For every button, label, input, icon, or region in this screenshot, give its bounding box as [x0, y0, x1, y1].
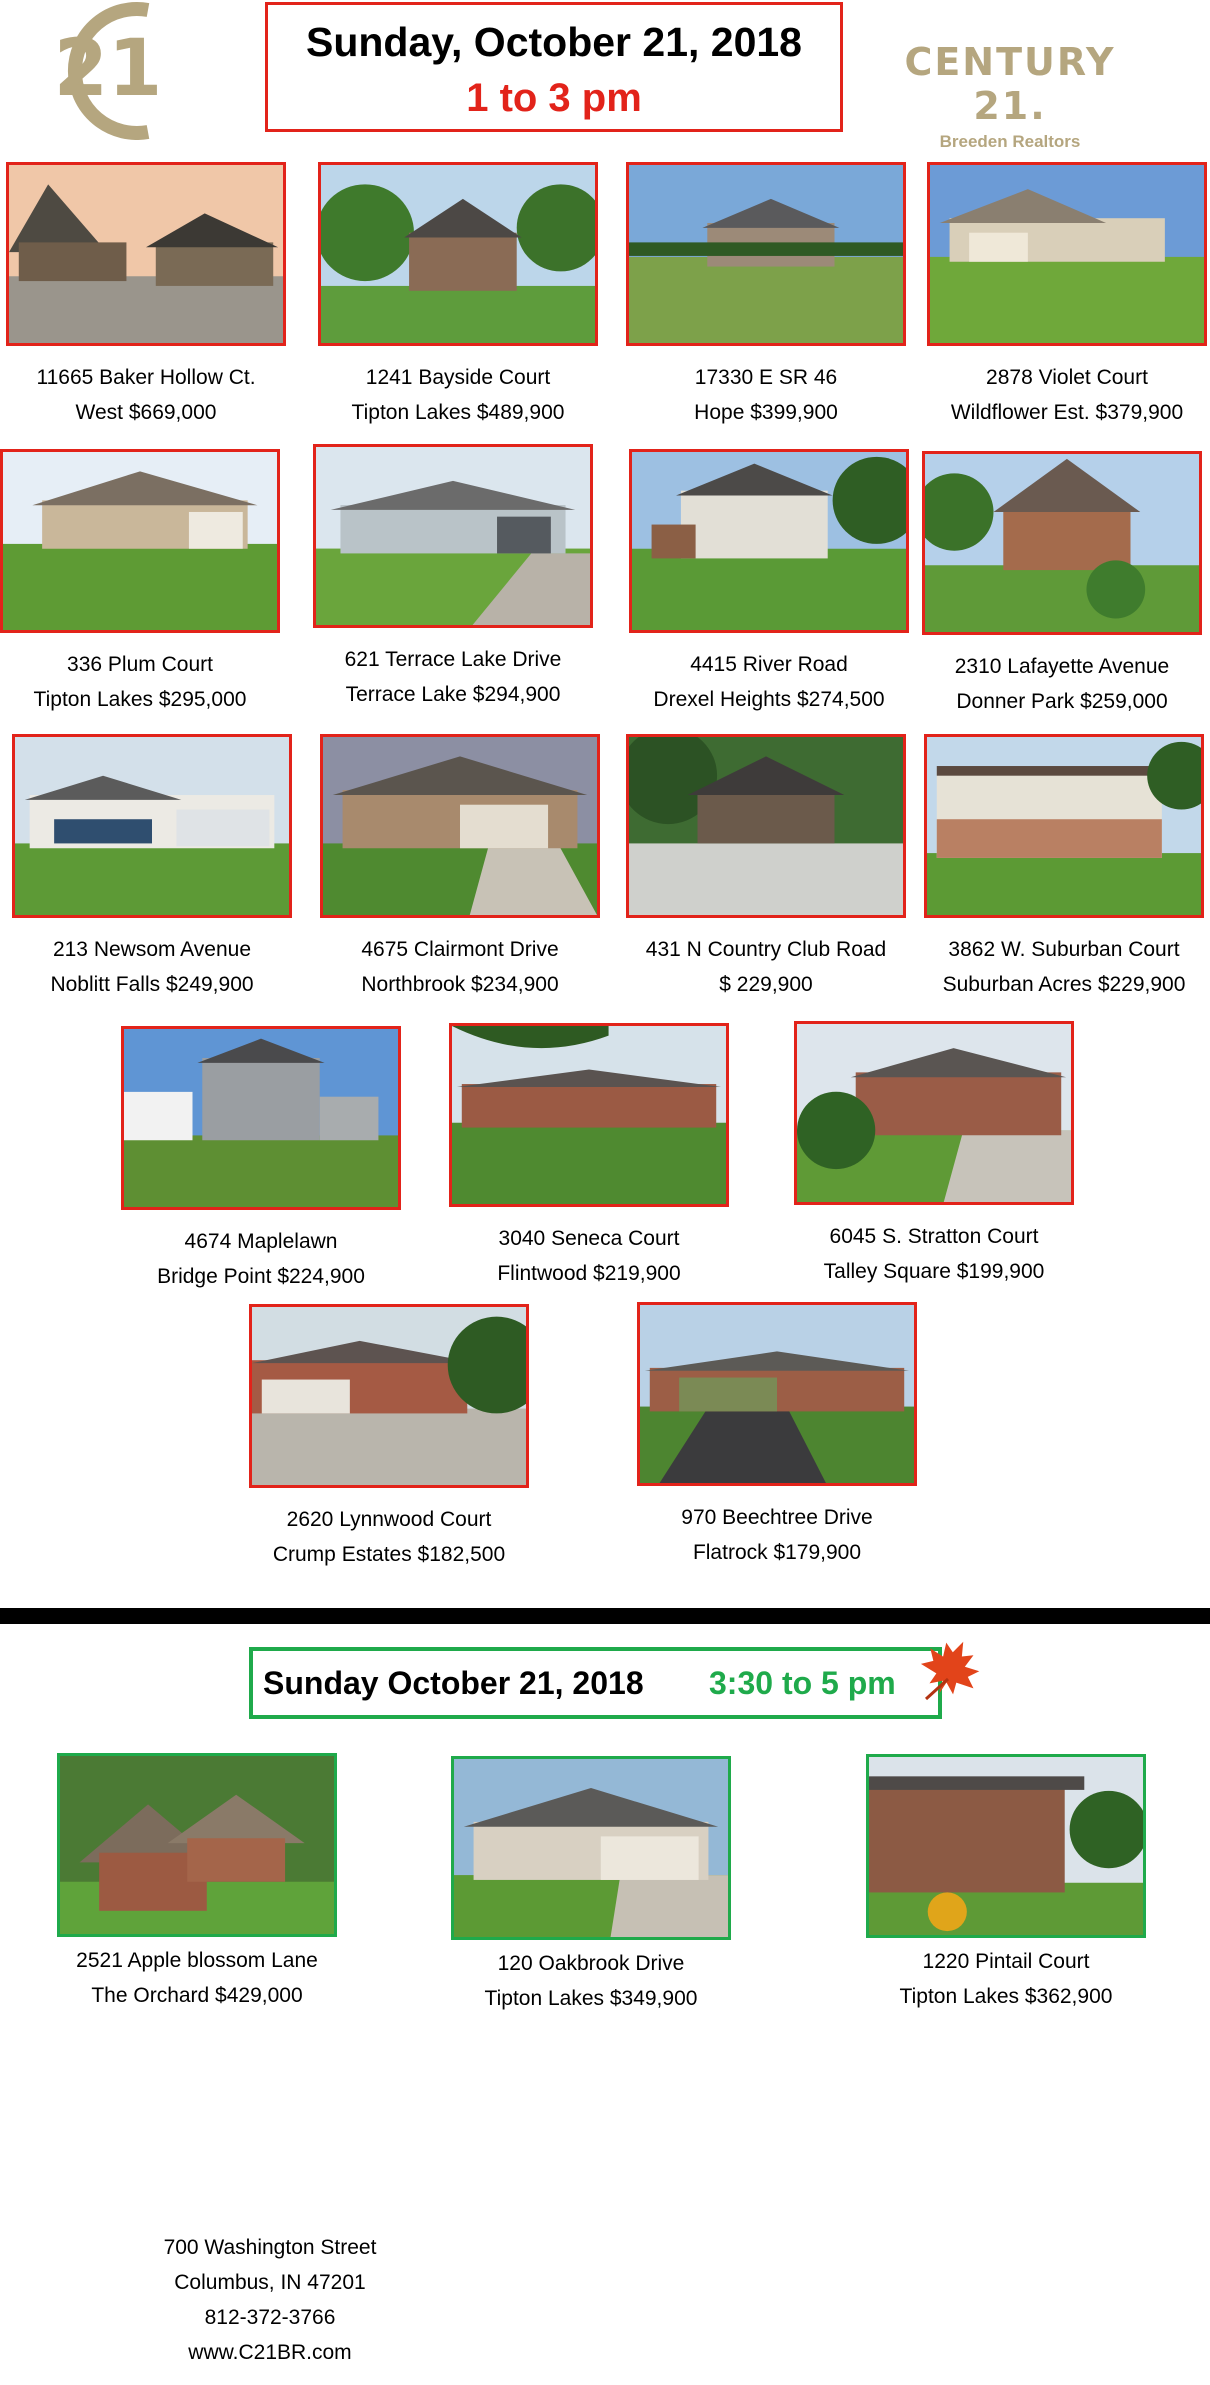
maple-leaf-icon	[918, 1635, 984, 1701]
house-photo[interactable]	[121, 1026, 401, 1210]
house-photo[interactable]	[637, 1302, 917, 1486]
listing-card[interactable]	[922, 451, 1202, 719]
listing-area-price: Talley Square $199,900	[823, 1260, 1045, 1283]
office-website[interactable]: www.C21BR.com	[188, 2341, 352, 2364]
page-title: Sunday, October 21, 2018	[305, 19, 802, 65]
listing-card[interactable]	[12, 734, 292, 1002]
listing-address: 213 Newsom Avenue	[52, 938, 252, 961]
house-photo[interactable]	[0, 449, 280, 633]
listing-card[interactable]	[121, 1026, 401, 1294]
listing-card[interactable]	[449, 1023, 729, 1291]
listing-area-price: The Orchard $429,000	[91, 1984, 303, 2007]
listing-address: 3862 W. Suburban Court	[948, 938, 1180, 961]
office-city: Columbus, IN 47201	[174, 2271, 366, 2294]
listing-card[interactable]	[0, 449, 280, 717]
listing-area-price: Donner Park $259,000	[956, 690, 1168, 713]
brand-logo	[880, 40, 1140, 152]
listing-card[interactable]	[924, 734, 1204, 1002]
second-session-date: Sunday October 21, 2018	[263, 1665, 644, 1701]
listing-card[interactable]	[626, 162, 906, 430]
listing-address: 11665 Baker Hollow Ct.	[36, 366, 256, 389]
logo-text: 21	[53, 24, 163, 114]
brand-name: CENTURY 21.	[904, 40, 1116, 128]
listing-card[interactable]	[6, 162, 286, 430]
listing-area-price: Drexel Heights $274,500	[653, 688, 885, 711]
listing-area-price: Noblitt Falls $249,900	[50, 973, 254, 996]
house-photo[interactable]	[794, 1021, 1074, 1205]
listing-address: 2620 Lynnwood Court	[286, 1508, 492, 1531]
listing-card[interactable]	[451, 1756, 731, 2016]
listing-address: 6045 S. Stratton Court	[829, 1225, 1039, 1248]
listing-card[interactable]	[637, 1302, 917, 1570]
house-photo[interactable]	[57, 1753, 337, 1937]
listing-area-price: Tipton Lakes $362,900	[899, 1985, 1113, 2008]
listing-address: 2310 Lafayette Avenue	[954, 655, 1170, 678]
listing-card[interactable]	[866, 1754, 1146, 2014]
listing-area-price: $ 229,900	[719, 973, 813, 996]
house-photo[interactable]	[249, 1304, 529, 1488]
listing-card[interactable]	[927, 162, 1207, 430]
listing-card[interactable]	[318, 162, 598, 430]
house-photo[interactable]	[6, 162, 286, 346]
listing-address: 120 Oakbrook Drive	[497, 1952, 685, 1975]
listing-area-price: Flatrock $179,900	[692, 1541, 862, 1564]
title-box	[265, 2, 843, 132]
listing-area-price: Hope $399,900	[694, 401, 838, 424]
listing-address: 621 Terrace Lake Drive	[344, 648, 562, 671]
listing-card[interactable]	[320, 734, 600, 1002]
listing-address: 4415 River Road	[690, 653, 848, 676]
house-photo[interactable]	[449, 1023, 729, 1207]
century21-seal-logo	[36, 0, 166, 140]
section-divider	[0, 1608, 1210, 1624]
listing-address: 17330 E SR 46	[694, 366, 838, 389]
listing-area-price: West $669,000	[75, 401, 217, 424]
house-photo[interactable]	[866, 1754, 1146, 1938]
listing-address: 431 N Country Club Road	[645, 938, 887, 961]
house-photo[interactable]	[924, 734, 1204, 918]
listing-card[interactable]	[249, 1304, 529, 1572]
office-contact	[120, 2230, 420, 2370]
listing-area-price: Wildflower Est. $379,900	[950, 401, 1184, 424]
listing-area-price: Suburban Acres $229,900	[942, 973, 1186, 996]
listing-address: 4675 Clairmont Drive	[361, 938, 559, 961]
listing-card[interactable]	[794, 1021, 1074, 1289]
listing-address: 1220 Pintail Court	[922, 1950, 1090, 1973]
house-photo[interactable]	[313, 444, 593, 628]
listing-area-price: Crump Estates $182,500	[272, 1543, 506, 1566]
house-photo[interactable]	[927, 162, 1207, 346]
listing-area-price: Northbrook $234,900	[361, 973, 559, 996]
listing-address: 3040 Seneca Court	[498, 1227, 680, 1250]
listing-area-price: Flintwood $219,900	[497, 1262, 681, 1285]
listing-address: 336 Plum Court	[67, 653, 213, 676]
listing-address: 1241 Bayside Court	[365, 366, 551, 389]
house-photo[interactable]	[318, 162, 598, 346]
house-photo[interactable]	[922, 451, 1202, 635]
listing-area-price: Terrace Lake $294,900	[345, 683, 561, 706]
listing-area-price: Tipton Lakes $295,000	[33, 688, 247, 711]
listing-address: 970 Beechtree Drive	[681, 1506, 873, 1529]
listing-card[interactable]	[626, 734, 906, 1002]
listing-address: 2521 Apple blossom Lane	[76, 1949, 318, 1972]
house-photo[interactable]	[320, 734, 600, 918]
house-photo[interactable]	[629, 449, 909, 633]
listing-area-price: Tipton Lakes $489,900	[351, 401, 565, 424]
listing-card[interactable]	[57, 1753, 337, 2013]
house-photo[interactable]	[451, 1756, 731, 1940]
office-phone: 812-372-3766	[204, 2306, 336, 2329]
office-street: 700 Washington Street	[163, 2236, 377, 2259]
listing-card[interactable]	[629, 449, 909, 717]
house-photo[interactable]	[12, 734, 292, 918]
listing-area-price: Tipton Lakes $349,900	[484, 1987, 698, 2010]
time-range: 1 to 3 pm	[466, 76, 642, 120]
listing-area-price: Bridge Point $224,900	[157, 1265, 365, 1288]
listing-address: 2878 Violet Court	[986, 366, 1148, 389]
house-photo[interactable]	[626, 162, 906, 346]
second-session-box	[249, 1647, 942, 1719]
listing-card[interactable]	[313, 444, 593, 712]
house-photo[interactable]	[626, 734, 906, 918]
second-session-time: 3:30 to 5 pm	[709, 1665, 896, 1701]
brand-subtitle: Breeden Realtors	[939, 132, 1081, 151]
listing-address: 4674 Maplelawn	[184, 1230, 338, 1253]
